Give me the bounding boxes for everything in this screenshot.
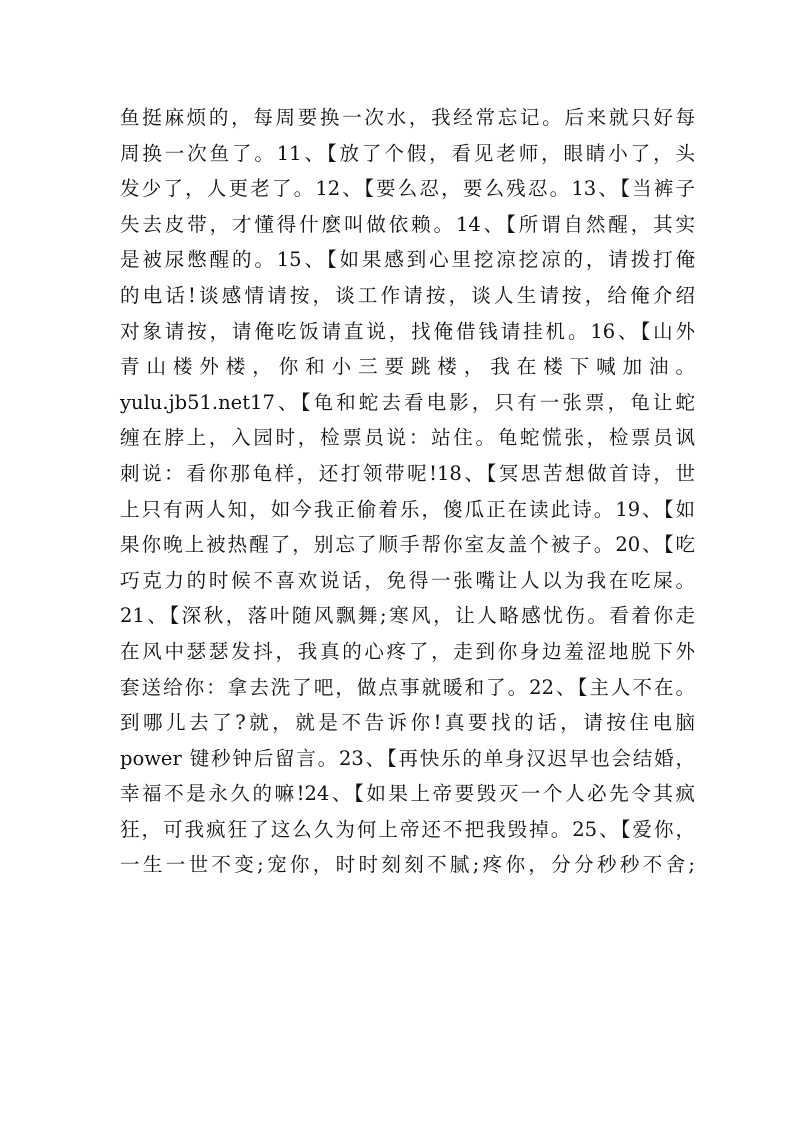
text-line: 周换一次鱼了。11、【放了个假，看见老师，眼睛小了，头: [120, 141, 695, 165]
text-line: 上只有两人知，如今我正偷着乐，傻瓜正在读此诗。19、【如: [120, 497, 695, 521]
body-text: [120, 100, 695, 883]
text-line: yulu.jb51.net17、【龟和蛇去看电影，只有一张票，龟让蛇: [120, 390, 695, 414]
text-line: 对象请按，请俺吃饭请直说，找俺借钱请挂机。16、【山外: [120, 319, 695, 343]
text-line: 到哪儿去了?就，就是不告诉你!真要找的话，请按住电脑: [120, 711, 695, 735]
text-line: 幸福不是永久的嘛!24、【如果上帝要毁灭一个人必先令其疯: [120, 782, 695, 806]
text-line: 一生一世不变;宠你，时时刻刻不腻;疼你，分分秒秒不舍;: [120, 853, 695, 877]
text-line: 狂，可我疯狂了这么久为何上帝还不把我毁掉。25、【爱你，: [120, 817, 695, 841]
text-line: 21、【深秋，落叶随风飘舞;寒风，让人略感忧伤。看着你走: [120, 604, 695, 628]
text-line: 套送给你：拿去洗了吧，做点事就暖和了。22、【主人不在。: [120, 675, 695, 699]
text-line: 青山楼外楼，你和小三要跳楼，我在楼下喊加油。: [120, 355, 695, 379]
text-line: power 键秒钟后留言。23、【再快乐的单身汉迟早也会结婚，: [120, 746, 695, 770]
text-line: 鱼挺麻烦的，每周要换一次水，我经常忘记。后来就只好每: [120, 106, 695, 129]
text-line: 是被尿憋醒的。15、【如果感到心里挖凉挖凉的，请拨打俺: [120, 248, 695, 272]
text-line: 的电话!谈感情请按，谈工作请按，谈人生请按，给俺介绍: [120, 283, 695, 307]
text-line: 失去皮带，才懂得什麽叫做依赖。14、【所谓自然醒，其实: [120, 212, 695, 236]
text-line: 刺说：看你那龟样，还打领带呢!18、【冥思苦想做首诗，世: [120, 461, 695, 485]
text-line: 缠在脖上，入园时，检票员说：站住。龟蛇慌张，检票员讽: [120, 426, 695, 450]
text-line: 巧克力的时候不喜欢说话，免得一张嘴让人以为我在吃屎。: [120, 568, 695, 592]
text-line: 在风中瑟瑟发抖，我真的心疼了，走到你身边羞涩地脱下外: [120, 639, 695, 663]
text-line: 果你晚上被热醒了，别忘了顺手帮你室友盖个被子。20、【吃: [120, 533, 695, 557]
text-line: 发少了，人更老了。12、【要么忍，要么残忍。13、【当裤子: [120, 177, 695, 201]
